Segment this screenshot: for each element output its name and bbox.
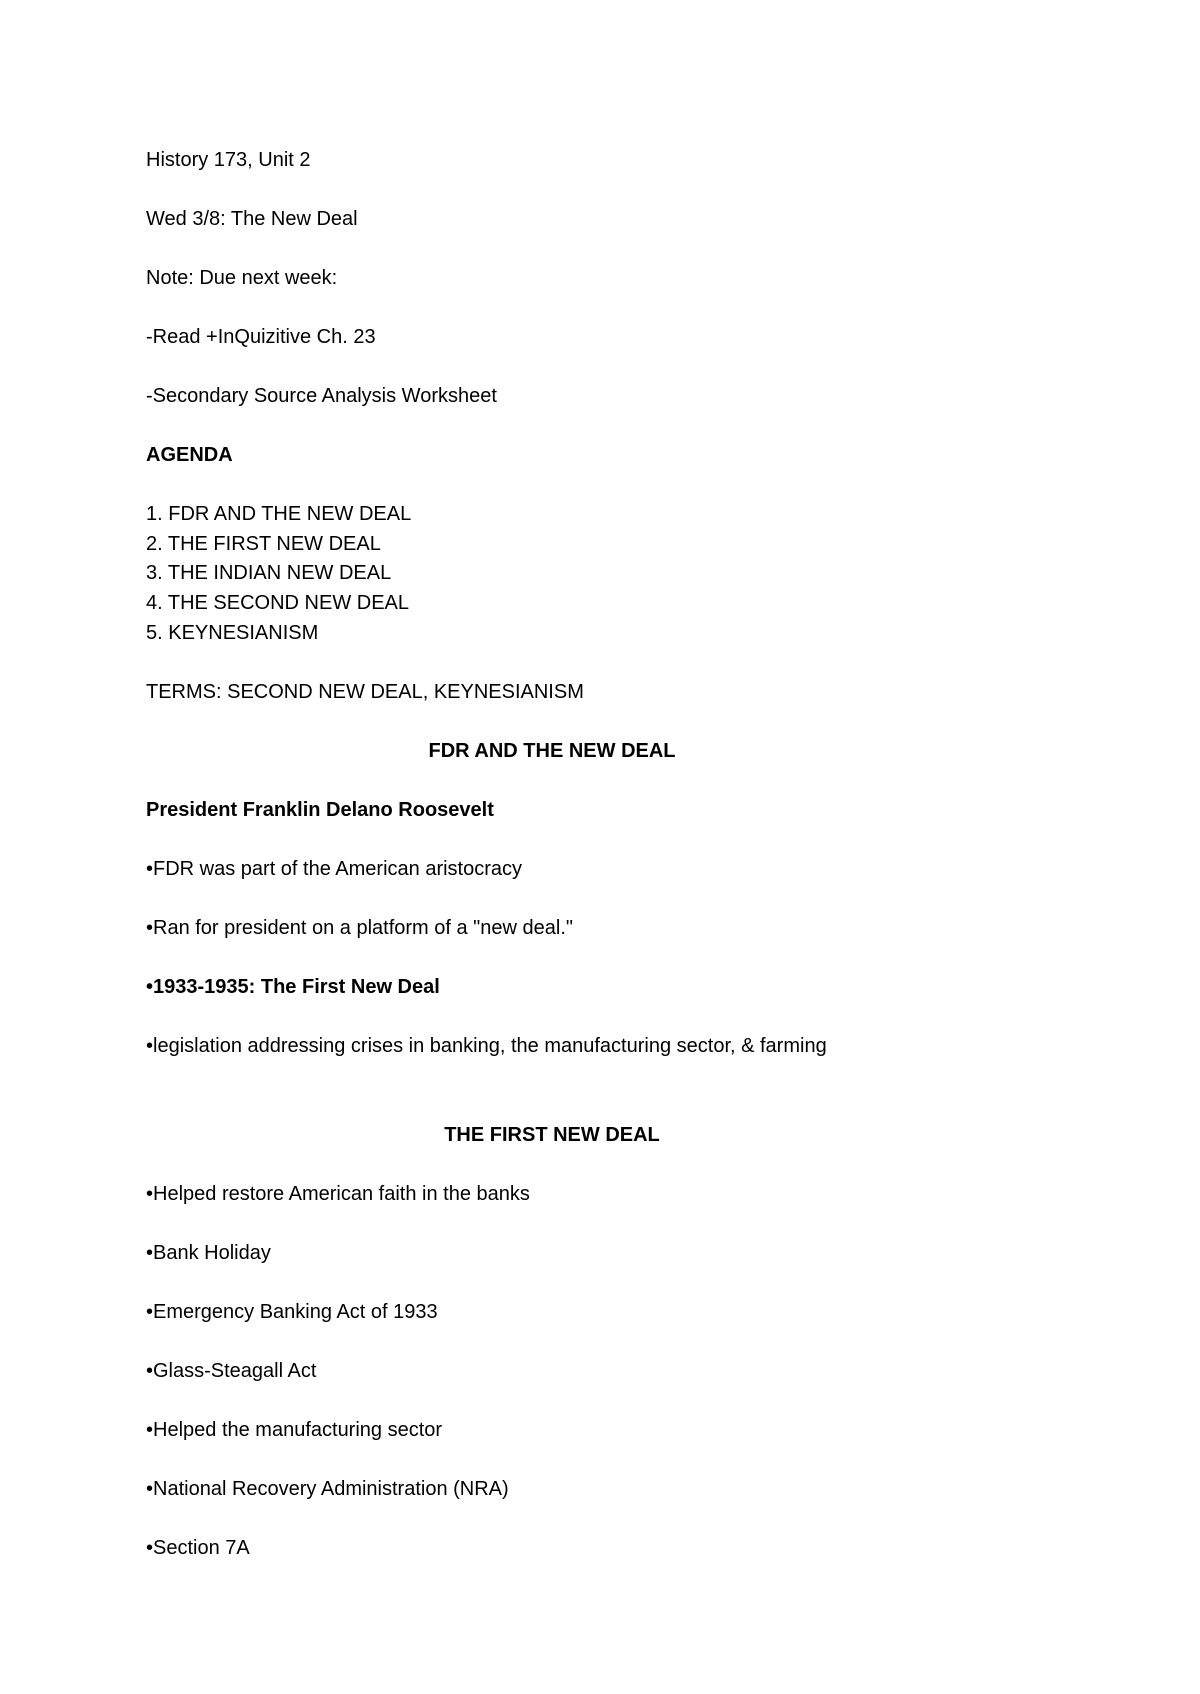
bullet-item: •Bank Holiday [146,1242,271,1264]
bullet-item: •Helped restore American faith in the banks [146,1183,530,1205]
bullet-item: •Ran for president on a platform of a "new deal." [146,917,573,939]
agenda-heading: AGENDA [146,444,233,466]
subheading-fdr: President Franklin Delano Roosevelt [146,799,494,821]
due-note: Note: Due next week: [146,267,338,289]
bullet-item: •Emergency Banking Act of 1933 [146,1301,438,1323]
bullet-item: •FDR was part of the American aristocracy [146,858,523,880]
due-item: -Secondary Source Analysis Worksheet [146,385,497,407]
section-heading-first: THE FIRST NEW DEAL [444,1124,660,1146]
terms-line: TERMS: SECOND NEW DEAL, KEYNESIANISM [146,681,584,703]
agenda-item: 5. KEYNESIANISM [146,622,319,644]
course-title: History 173, Unit 2 [146,149,311,171]
agenda-item: 2. THE FIRST NEW DEAL [146,533,381,555]
section-heading-fdr: FDR AND THE NEW DEAL [428,740,676,762]
bullet-item: •National Recovery Administration (NRA) [146,1478,509,1500]
bullet-item: •Helped the manufacturing sector [146,1419,443,1441]
agenda-item: 1. FDR AND THE NEW DEAL [146,503,412,525]
bullet-item: •legislation addressing crises in banking, the manufacturing sector, & farming [146,1035,827,1057]
agenda-item: 3. THE INDIAN NEW DEAL [146,562,392,584]
due-item: -Read +InQuizitive Ch. 23 [146,326,376,348]
bullet-item: •Glass-Steagall Act [146,1360,317,1382]
date-topic: Wed 3/8: The New Deal [146,208,358,230]
bullet-item-bold: •1933-1935: The First New Deal [146,976,440,998]
agenda-item: 4. THE SECOND NEW DEAL [146,592,410,614]
bullet-item: •Section 7A [146,1537,250,1559]
